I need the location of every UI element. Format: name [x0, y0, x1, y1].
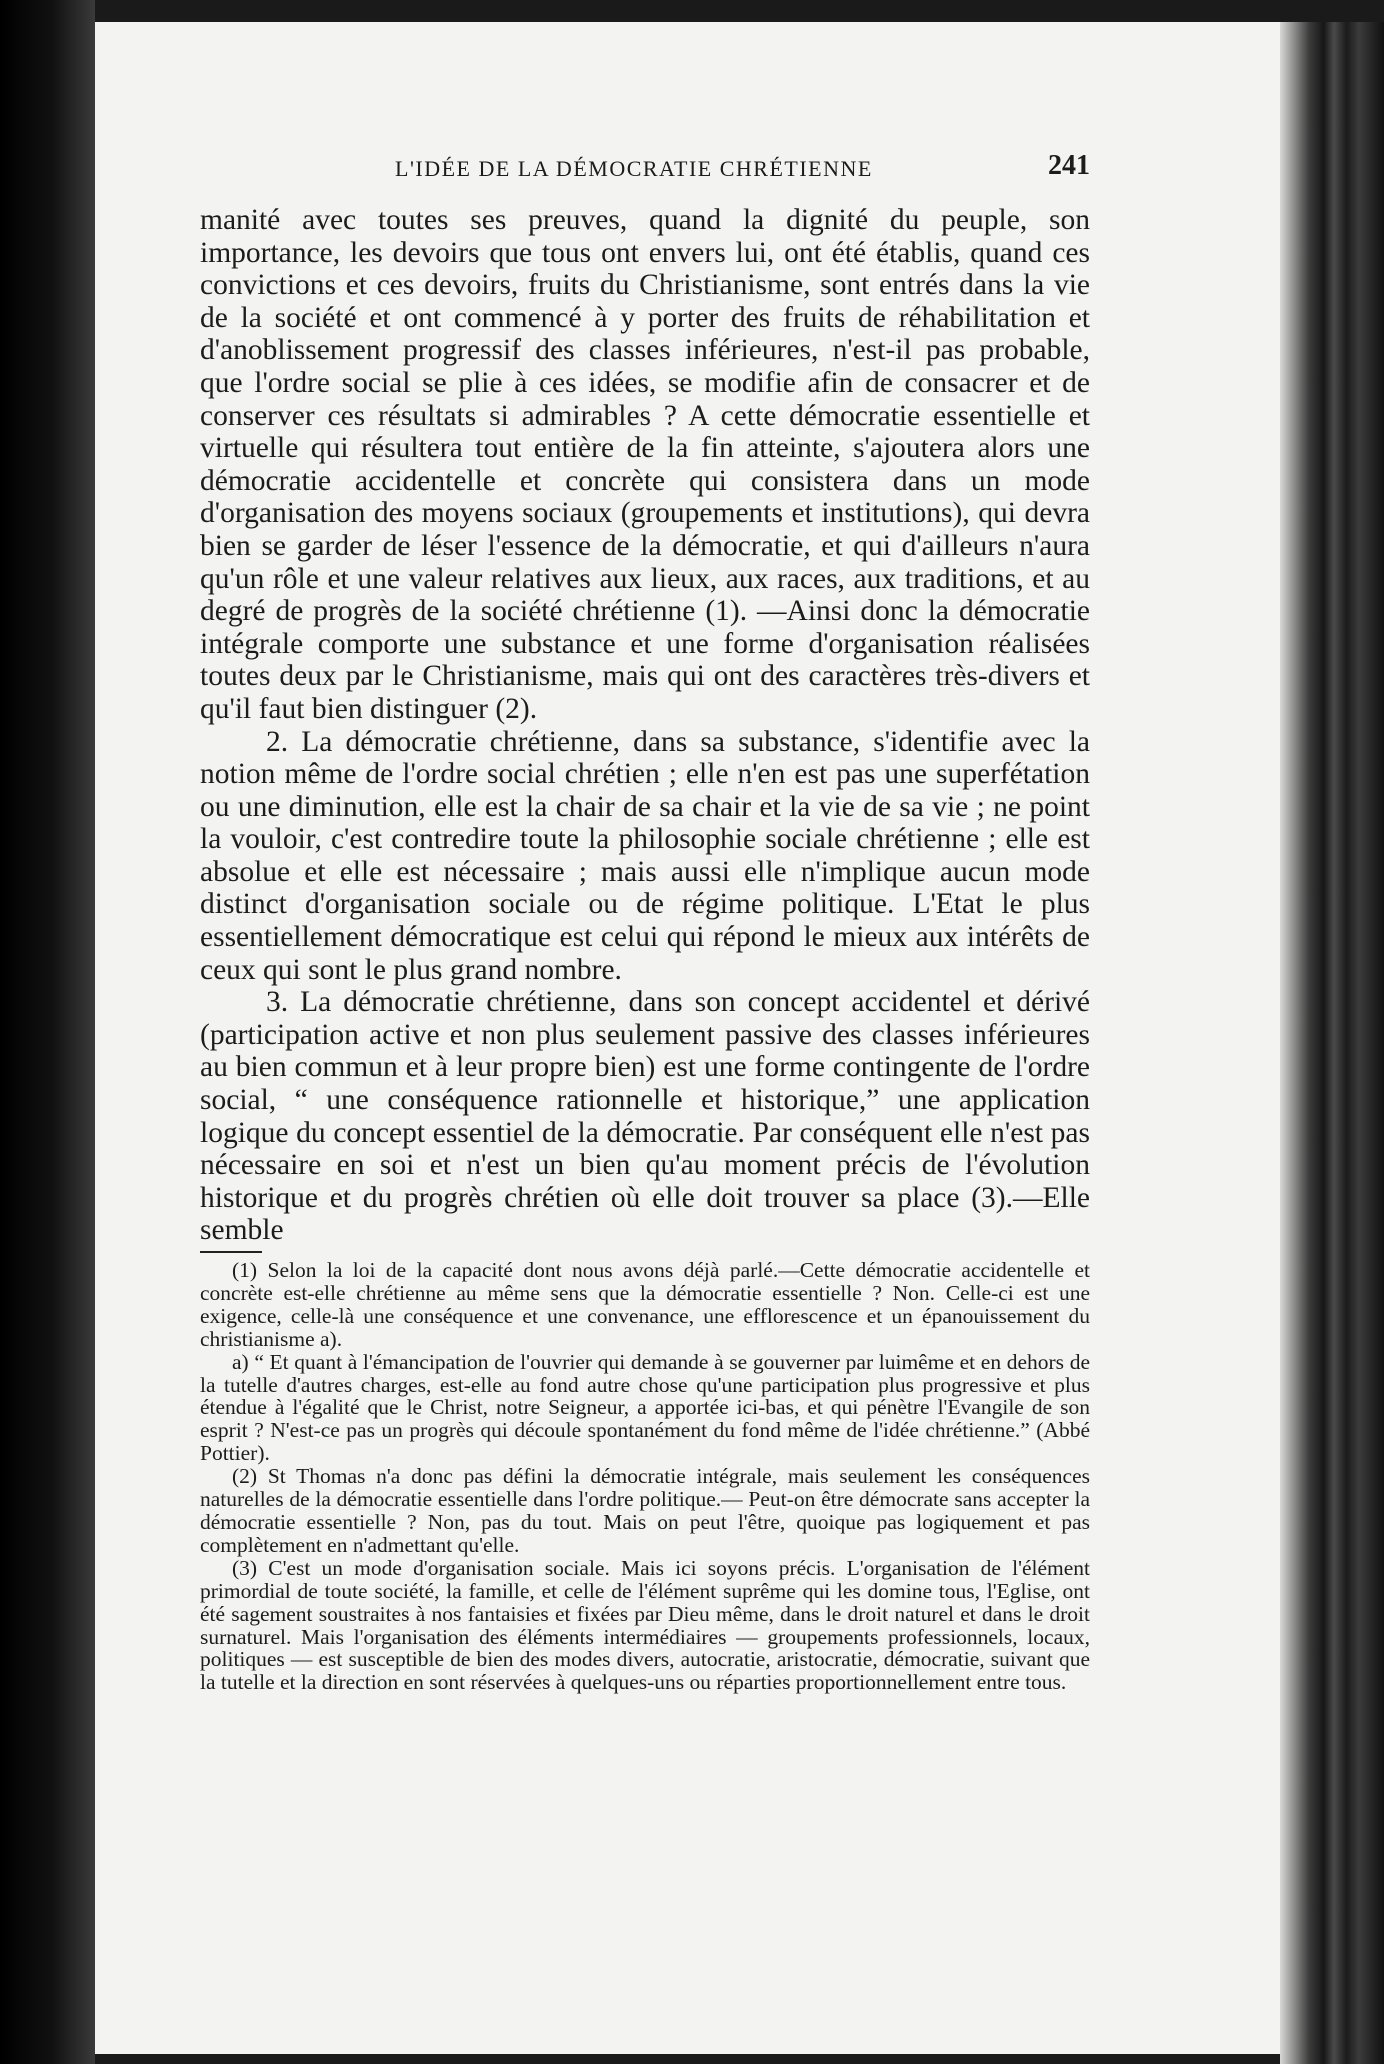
page-number: 241 [1048, 150, 1090, 181]
footnote-2: (2) St Thomas n'a donc pas défini la démocratie intégrale, mais seulement les conséquences naturelles de la démocratie essentielle dans l'ordre politique.— Peut-on être démocrate sans accepter la démocratie essentielle ? Non, pas du tout. Mais on peut l'être, quoique pas logiquement et pas complètement en n'admettant qu'elle. [200, 1464, 1090, 1557]
footnotes [200, 1259, 1090, 1694]
footnote-1a: a) “ Et quant à l'émancipation de l'ouvrier qui demande à se gouverner par luimême et en dehors de la tutelle d'autres charges, est-elle au fond autre chose qu'une participation plus progressive et plus étendue à l'égalité que le Christ, notre Seigneur, a apportée ici-bas, et qui pénètre l'Evangile de son esprit ? N'est-ce pas un progrès qui découle spontanément du fond même de l'idée chrétienne.” (Abbé Pottier). [200, 1349, 1090, 1466]
running-head-title: L'IDÉE DE LA DÉMOCRATIE CHRÉTIENNE [395, 156, 873, 181]
body-paragraph-3: 3. La démocratie chrétienne, dans son concept accidentel et dérivé (participation active et non plus seulement passive des classes inférieures au bien commun et à leur propre bien) est une forme contingente de l'ordre social, “ une conséquence rationnelle et historique,” une application logique du concept essentiel de la démocratie. Par conséquent elle n'est pas nécessaire en soi et n'est un bien qu'au moment précis de l'évolution historique et du progrès chrétien où elle doit trouver sa place (3).—Elle semble [200, 986, 1090, 1247]
footnote-3: (3) C'est un mode d'organisation sociale. Mais ici soyons précis. L'organisation de l'élément primordial de toute société, la famille, et celle de l'élément suprême qui les domine tous, l'Eglise, ont été sagement soustraites à nos fantaisies et fixées par Dieu même, dans le droit naturel et dans le droit surnaturel. Mais l'organisation des éléments intermédiaires — groupements professionnels, locaux, politiques — est susceptible de bien des modes divers, autocratie, aristocratie, démocratie, suivant que la tutelle et la direction en sont réservées à quelques-uns ou réparties proportionnellement entre tous. [200, 1555, 1090, 1695]
running-head [200, 150, 1090, 190]
page-content [200, 150, 1090, 1694]
footnote-separator [200, 1251, 262, 1253]
book-page-edges [1280, 22, 1384, 2064]
footnote-1: (1) Selon la loi de la capacité dont nous avons déjà parlé.—Cette démocratie accidentelle et concrète est-elle chrétienne au même sens que la démocratie essentielle ? Non. Celle-ci est une exigence, celle-là une conséquence et une convenance, une efflorescence et un épanouissement du christianisme a). [200, 1258, 1090, 1351]
body-paragraph-1: manité avec toutes ses preuves, quand la dignité du peuple, son importance, les devoirs que tous ont envers lui, ont été établis, quand ces convictions et ces devoirs, fruits du Christianisme, sont entrés dans la vie de la société et ont commencé à y porter des fruits de réhabilitation et d'anoblissement progressif des classes inférieures, n'est-il pas probable, que l'ordre social se plie à ces idées, se modifie afin de consacrer et de conserver ces résultats si admirables ? A cette démocratie essentielle et virtuelle qui résultera tout entière de la fin atteinte, s'ajoutera alors une démocratie accidentelle et concrète qui consistera dans un mode d'organisation des moyens sociaux (groupements et institutions), qui devra bien se garder de léser l'essence de la démocratie, et qui d'ailleurs n'aura qu'un rôle et une valeur relatives aux lieux, aux races, aux traditions, et au degré de progrès de la société chrétienne (1). —Ainsi donc la démocratie intégrale comporte une substance et une forme d'organisation réalisées toutes deux par le Christianisme, mais qui ont des caractères très-divers et qu'il faut bien distinguer (2). [200, 204, 1090, 725]
body-paragraph-2: 2. La démocratie chrétienne, dans sa substance, s'identifie avec la notion même de l'ordre social chrétien ; elle n'en est pas une superfétation ou une diminution, elle est la chair de sa chair et la vie de sa vie ; ne point la vouloir, c'est contredire toute la philosophie sociale chrétienne ; elle est absolue et elle est nécessaire ; mais aussi elle n'implique aucun mode distinct d'organisation sociale ou de régime politique. L'Etat le plus essentiellement démocratique est celui qui répond le mieux aux intérêts de ceux qui sont le plus grand nombre. [200, 725, 1090, 986]
body-text [200, 204, 1090, 1247]
book-gutter-shadow [0, 0, 95, 2064]
